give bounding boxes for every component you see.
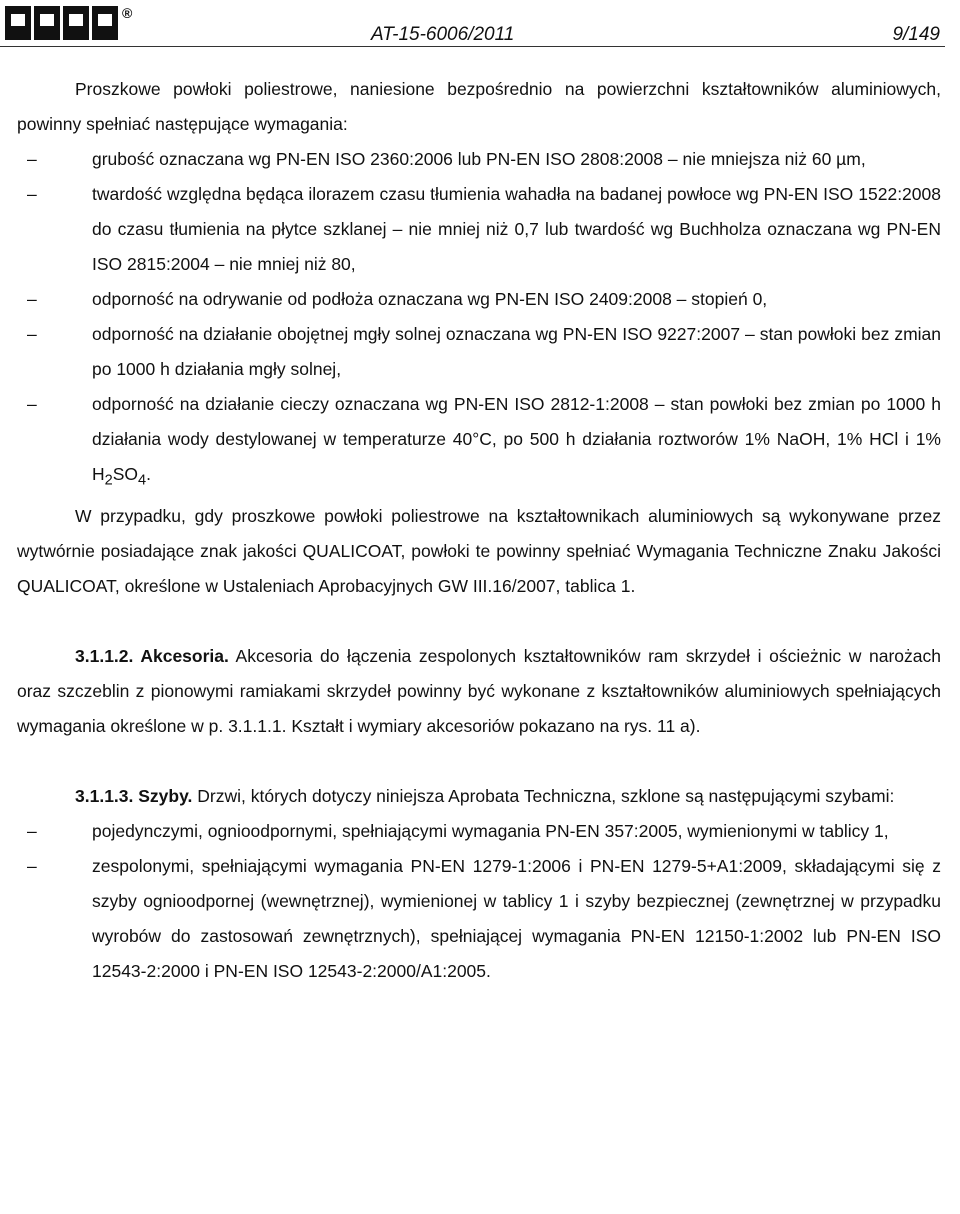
dash-bullet: – — [27, 149, 37, 169]
requirement-item — [17, 142, 941, 177]
subscript-2: 2 — [104, 472, 113, 489]
logo-block — [34, 6, 60, 40]
subscript-4: 4 — [138, 472, 147, 489]
requirement-item — [17, 177, 941, 282]
dash-bullet: – — [27, 324, 37, 344]
requirement-text: odporność na działanie obojętnej mgły solnej oznaczana wg PN-EN ISO 9227:2007 – stan powłoki bez zmian po 1000 h działania mgły solnej, — [92, 324, 941, 379]
itb-logo — [5, 6, 132, 40]
registered-mark: ® — [122, 5, 133, 21]
section-heading: 3.1.1.2. Akcesoria. — [75, 645, 229, 666]
glazing-item — [17, 814, 941, 849]
requirement-item — [17, 317, 941, 387]
page-number: 9/149 — [892, 24, 940, 45]
section-text: Drzwi, których dotyczy niniejsza Aprobata Techniczna, szklone są następującymi szybami: — [192, 785, 895, 806]
logo-block — [63, 6, 89, 40]
dash-bullet: – — [27, 289, 37, 309]
glazing-text: pojedynczymi, ognioodpornymi, spełniającymi wymagania PN-EN 357:2005, wymienionymi w tablicy 1, — [92, 820, 889, 841]
section-heading: 3.1.1.3. Szyby. — [75, 785, 193, 806]
requirement-text: grubość oznaczana wg PN-EN ISO 2360:2006 lub PN-EN ISO 2808:2008 – nie mniejsza niż 60 µm, — [92, 149, 866, 169]
section-text: Akcesoria do łączenia zespolonych kształtowników ram skrzydeł i ościeżnic w narożach oraz szczeblin z pionowymi ramiakami skrzydeł powinny być wykonane z kształtowników aluminiowych spełniających wymagania określone w p. 3.1.1.1. Kształt i wymiary akcesoriów pokazano na rys. 11 a). — [17, 645, 941, 736]
section-akcesoria — [17, 639, 941, 744]
document-body — [17, 72, 941, 989]
requirement-text: odporność na działanie cieczy oznaczana wg PN-EN ISO 2812-1:2008 – stan powłoki bez zmian po 1000 h działania wody destylowanej w temperaturze 40°C, po 500 h działania roztworów 1% NaOH, 1% HCl i 1% H — [92, 394, 941, 484]
requirement-item — [17, 387, 941, 499]
dash-bullet: – — [27, 820, 37, 841]
glazing-text: zespolonymi, spełniającymi wymagania PN-EN 1279-1:2006 i PN-EN 1279-5+A1:2009, składającymi się z szyby ognioodpornej (wewnętrznej), wymienionej w tablicy 1 i szyby bezpiecznej (zewnętrznej w przypadku wyrobów do zastosowań zewnętrznych), spełniającej wymagania PN-EN 12150-1:2002 lub PN-EN ISO 12543-2:2000 i PN-EN ISO 12543-2:2000/A1:2005. — [92, 855, 941, 981]
intro-paragraph: Proszkowe powłoki poliestrowe, naniesione bezpośrednio na powierzchni kształtowników aluminiowych, powinny spełniać następujące wymagania: — [17, 79, 941, 134]
sentence-end: . — [146, 464, 152, 484]
requirement-item — [17, 282, 941, 317]
document-id: AT-15-6006/2011 — [371, 24, 515, 45]
requirement-text: odporność na odrywanie od podłoża oznaczana wg PN-EN ISO 2409:2008 – stopień 0, — [92, 289, 768, 309]
section-szyby — [17, 779, 941, 814]
dash-bullet: – — [27, 855, 37, 876]
logo-block — [92, 6, 118, 40]
formula-so: SO — [112, 464, 139, 484]
dash-bullet: – — [27, 184, 37, 204]
qualicoat-paragraph: W przypadku, gdy proszkowe powłoki poliestrowe na kształtownikach aluminiowych są wykonywane przez wytwórnie posiadające znak jakości QUALICOAT, powłoki te powinny spełniać Wymagania Techniczne Znaku Jakości QUALICOAT, określone w Ustaleniach Aprobacyjnych GW III.16/2007, tablica 1. — [17, 505, 941, 596]
dash-bullet: – — [27, 394, 37, 414]
glazing-item — [17, 849, 941, 989]
header-divider — [0, 46, 945, 47]
logo-block — [5, 6, 31, 40]
requirement-text: twardość względna będąca ilorazem czasu tłumienia wahadła na badanej powłoce wg PN-EN ISO 1522:2008 do czasu tłumienia na płytce szklanej – nie mniej niż 0,7 lub twardość wg Buchholza oznaczana wg PN-EN ISO 2815:2004 – nie mniej niż 80, — [92, 184, 941, 274]
